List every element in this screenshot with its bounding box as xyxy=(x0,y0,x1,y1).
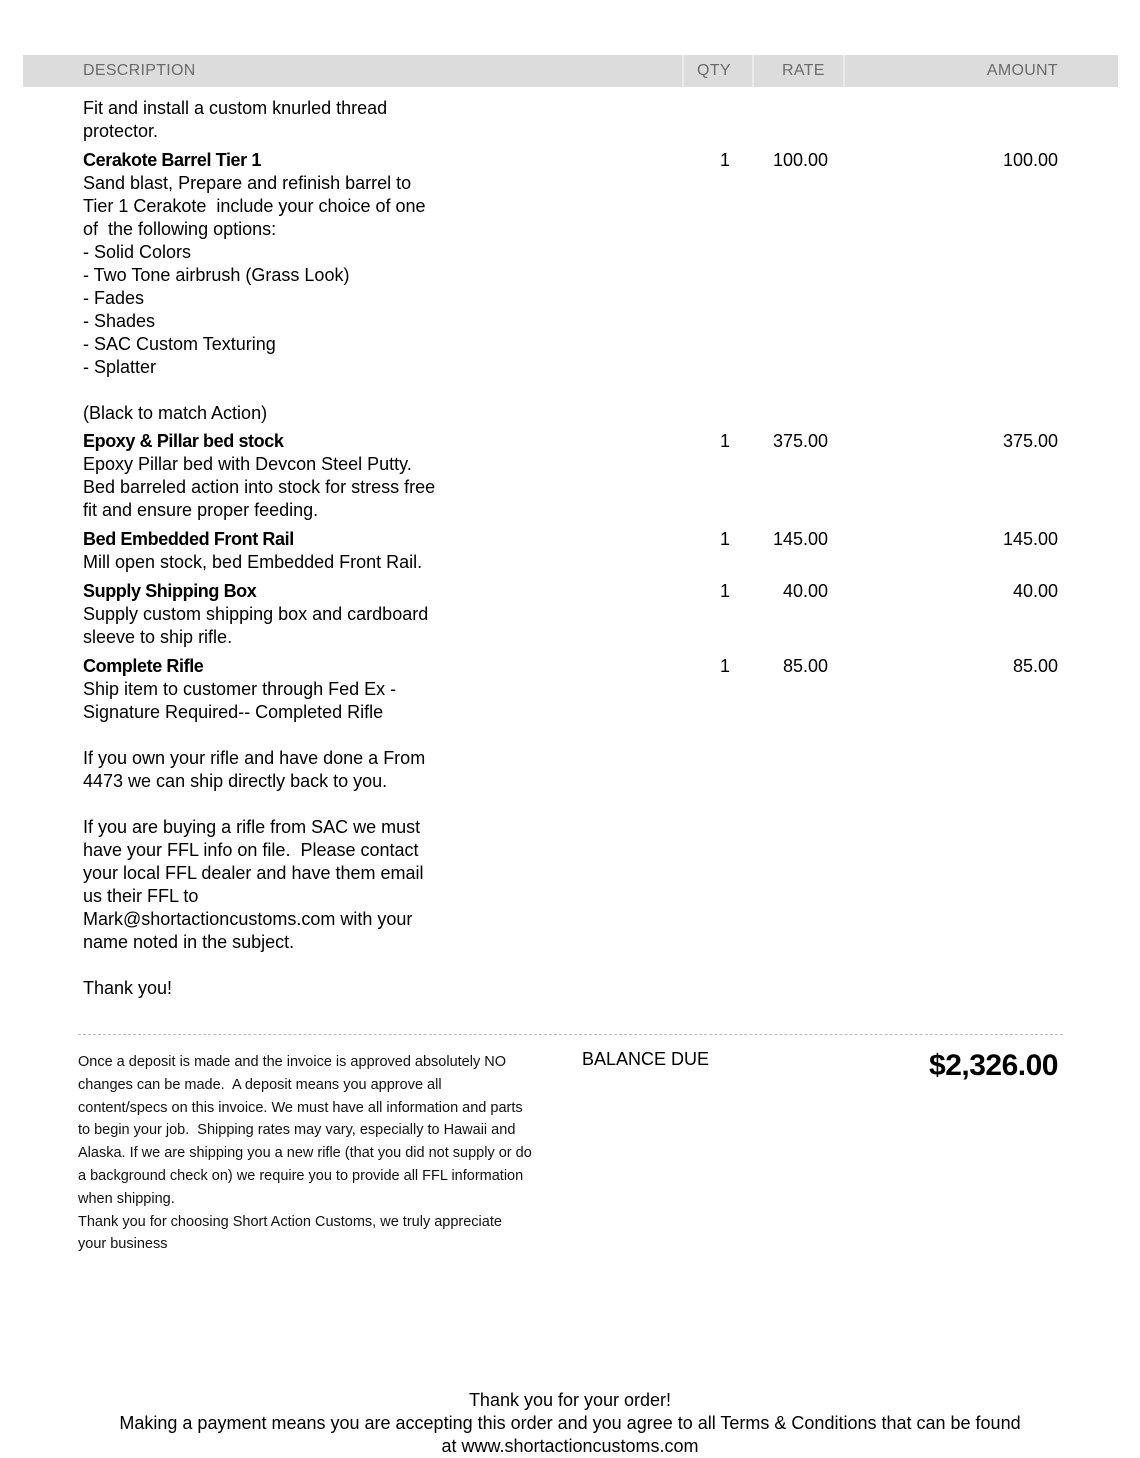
terms-line: Thank you for choosing Short Action Customs, we truly appreciate xyxy=(78,1213,502,1230)
item-title: Complete Rifle xyxy=(83,656,204,676)
description-line: protector. xyxy=(83,121,159,141)
description-line: Mill open stock, bed Embedded Front Rail. xyxy=(83,552,423,572)
item-rate: 145.00 xyxy=(772,529,828,549)
description-line: - SAC Custom Texturing xyxy=(83,334,276,354)
line-item-complete-rifle xyxy=(83,655,483,1000)
header-rate: RATE xyxy=(782,62,825,79)
balance-due-value: $2,326.00 xyxy=(929,1049,1058,1082)
header-description: DESCRIPTION xyxy=(83,62,196,79)
balance-due-label: BALANCE DUE xyxy=(582,1049,710,1069)
carryover-description xyxy=(83,97,483,143)
terms-text xyxy=(78,1051,560,1256)
column-divider xyxy=(682,55,684,87)
description-line: Sand blast, Prepare and refinish barrel to xyxy=(83,173,412,193)
line-item-cerakote xyxy=(83,149,483,425)
description-line: Epoxy Pillar bed with Devcon Steel Putty. xyxy=(83,454,412,474)
description-line: Fit and install a custom knurled thread xyxy=(83,98,388,118)
footer-thank-you: Thank you for your order! xyxy=(468,1390,672,1410)
line-item-epoxy-pillar xyxy=(83,430,483,522)
item-amount: 375.00 xyxy=(1002,431,1058,451)
description-line: Tier 1 Cerakote include your choice of one xyxy=(83,196,426,216)
terms-line: Alaska. If we are shipping you a new rifle (that you did not supply or do xyxy=(78,1145,532,1162)
description-line: Ship item to customer through Fed Ex - xyxy=(83,679,397,699)
description-line xyxy=(83,954,483,977)
item-title: Bed Embedded Front Rail xyxy=(83,529,294,549)
description-line: Supply custom shipping box and cardboard xyxy=(83,604,429,624)
description-line: If you own your rifle and have done a From xyxy=(83,748,426,768)
description-line: - Two Tone airbrush (Grass Look) xyxy=(83,265,350,285)
description-line: sleeve to ship rifle. xyxy=(83,627,233,647)
item-qty: 1 xyxy=(719,581,730,601)
item-qty: 1 xyxy=(719,150,730,170)
description-line xyxy=(83,379,483,402)
item-rate: 40.00 xyxy=(782,581,828,601)
terms-line: when shipping. xyxy=(78,1190,175,1207)
item-amount: 40.00 xyxy=(1012,581,1058,601)
header-amount: AMOUNT xyxy=(986,62,1058,79)
description-line: (Black to match Action) xyxy=(83,403,268,423)
description-line: - Solid Colors xyxy=(83,242,192,262)
description-line: Bed barreled action into stock for stress free xyxy=(83,477,436,497)
description-line: of the following options: xyxy=(83,219,277,239)
item-qty: 1 xyxy=(719,431,730,451)
item-title: Cerakote Barrel Tier 1 xyxy=(83,150,261,170)
description-line: name noted in the subject. xyxy=(83,932,295,952)
terms-line: changes can be made. A deposit means you approve all xyxy=(78,1076,442,1093)
description-line: Signature Required-- Completed Rifle xyxy=(83,702,384,722)
description-line xyxy=(83,724,483,747)
header-qty: QTY xyxy=(697,62,731,79)
item-amount: 100.00 xyxy=(1002,150,1058,170)
item-amount: 85.00 xyxy=(1012,656,1058,676)
description-line: 4473 we can ship directly back to you. xyxy=(83,771,388,791)
item-rate: 85.00 xyxy=(782,656,828,676)
item-rate: 375.00 xyxy=(772,431,828,451)
item-qty: 1 xyxy=(719,529,730,549)
description-line: - Splatter xyxy=(83,357,157,377)
description-line: fit and ensure proper feeding. xyxy=(83,500,319,520)
line-item-front-rail xyxy=(83,528,483,574)
item-amount: 145.00 xyxy=(1002,529,1058,549)
column-divider xyxy=(843,55,845,87)
description-line: - Shades xyxy=(83,311,156,331)
footer-terms-notice: Making a payment means you are accepting this order and you agree to all Terms & Conditions that can be found xyxy=(119,1413,1021,1433)
terms-line: Once a deposit is made and the invoice is approved absolutely NO xyxy=(78,1054,506,1070)
description-line: us their FFL to xyxy=(83,886,199,906)
terms-line: your business xyxy=(78,1236,168,1253)
item-title: Supply Shipping Box xyxy=(83,581,257,601)
terms-line: a background check on) we require you to provide all FFL information xyxy=(78,1167,524,1184)
footer-website: at www.shortactioncustoms.com xyxy=(441,1436,699,1456)
item-rate: 100.00 xyxy=(772,150,828,170)
description-line: have your FFL info on file. Please contact xyxy=(83,840,419,860)
line-item-shipping-box xyxy=(83,580,483,649)
email-address: Mark@shortactioncustoms.com with your xyxy=(83,909,413,929)
description-line: - Fades xyxy=(83,288,145,308)
description-line: your local FFL dealer and have them email xyxy=(83,863,424,883)
description-line: If you are buying a rifle from SAC we must xyxy=(83,817,421,837)
dashed-divider xyxy=(78,1034,1063,1035)
terms-line: content/specs on this invoice. We must have all information and parts xyxy=(78,1099,523,1116)
item-title: Epoxy & Pillar bed stock xyxy=(83,431,284,451)
column-divider xyxy=(752,55,754,87)
item-qty: 1 xyxy=(719,656,730,676)
description-line xyxy=(83,793,483,816)
terms-line: to begin your job. Shipping rates may vary, especially to Hawaii and xyxy=(78,1122,516,1139)
description-line: Thank you! xyxy=(83,978,173,998)
